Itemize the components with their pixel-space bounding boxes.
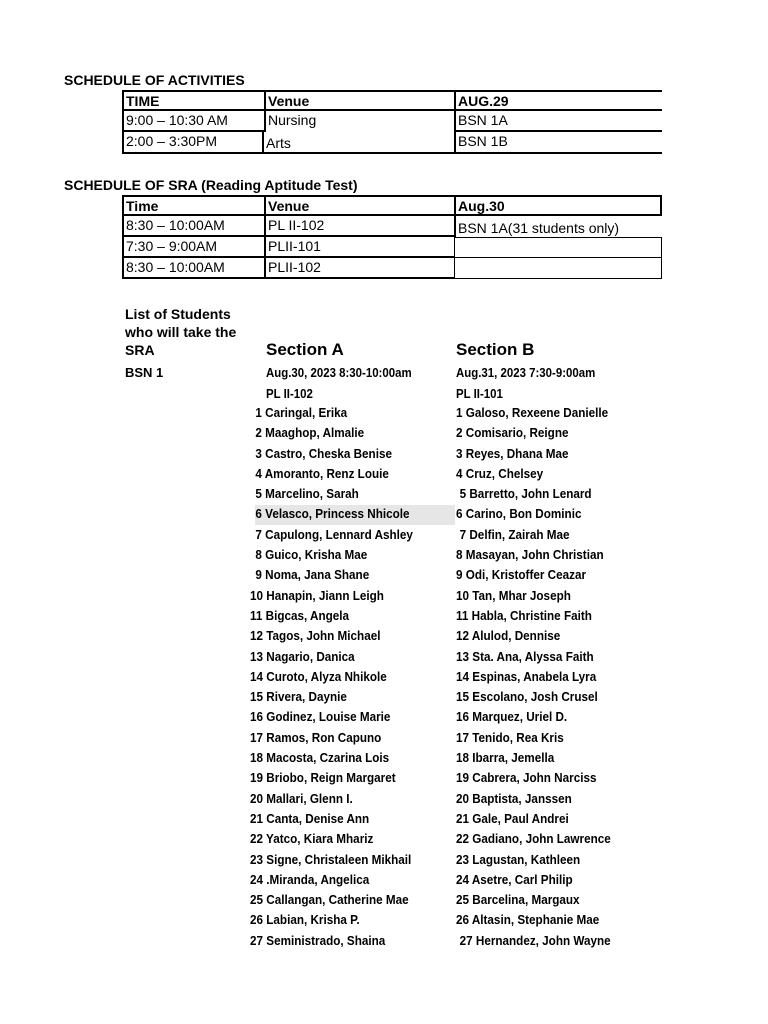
list-item: 8 Masayan, John Christian [456, 547, 604, 563]
table-cell: 8:30 – 10:00AM [122, 258, 264, 279]
list-item: 24 Asetre, Carl Philip [456, 871, 573, 887]
list-item: 12 Alulod, Dennise [456, 628, 561, 644]
sra-table [122, 195, 662, 279]
table-cell: Arts [264, 132, 454, 154]
section-a-room: PL II-102 [266, 386, 313, 401]
list-label: List of Students who will take the SRA [125, 306, 237, 358]
list-item: 8 Guico, Krisha Mae [255, 547, 368, 563]
list-item: 25 Barcelina, Margaux [456, 892, 580, 908]
list-item: 6 Velasco, Princess Nhicole [255, 506, 410, 522]
table-cell [454, 237, 662, 258]
list-item: 17 Ramos, Ron Capuno [250, 729, 382, 745]
list-item: 9 Odi, Kristoffer Ceazar [456, 567, 587, 583]
list-item: 18 Ibarra, Jemella [456, 750, 555, 766]
list-item: 23 Signe, Christaleen Mikhail [250, 851, 412, 867]
section-a-title: Section A [266, 340, 344, 359]
sra-title: SCHEDULE OF SRA (Reading Aptitude Test) [64, 177, 358, 193]
table-cell: PLII-101 [264, 237, 454, 258]
list-item: 1 Caringal, Erika [255, 405, 348, 420]
list-item: 3 Castro, Cheska Benise [255, 445, 392, 461]
list-item: 11 Bigcas, Angela [250, 607, 350, 623]
table-cell: PL II-102 [264, 216, 454, 237]
list-item: 20 Mallari, Glenn I. [250, 790, 353, 806]
list-item: 15 Rivera, Daynie [250, 689, 347, 705]
table-header-cell: Aug.30 [454, 195, 662, 216]
list-item: 14 Curoto, Alyza Nhikole [250, 668, 387, 684]
table-cell: PLII-102 [264, 258, 454, 279]
list-item: 1 Galoso, Rexeene Danielle [456, 405, 609, 420]
table-cell: BSN 1A(31 students only) [454, 216, 662, 237]
list-item: 4 Cruz, Chelsey [456, 465, 544, 481]
table-cell: 7:30 – 9:00AM [122, 237, 264, 258]
list-item: 20 Baptista, Janssen [456, 790, 572, 806]
list-item: 13 Sta. Ana, Alyssa Faith [456, 648, 594, 664]
table-cell: 2:00 – 3:30PM [122, 132, 264, 154]
activities-table [122, 90, 662, 154]
list-item: 13 Nagario, Danica [250, 648, 355, 664]
list-item: 26 Labian, Krisha P. [250, 912, 360, 928]
list-item: 9 Noma, Jana Shane [255, 567, 370, 583]
list-item: 16 Godinez, Louise Marie [250, 709, 391, 725]
list-item: 26 Altasin, Stephanie Mae [456, 912, 600, 928]
list-item: 5 Marcelino, Sarah [255, 486, 359, 502]
list-item: 22 Gadiano, John Lawrence [456, 831, 611, 847]
table-row [122, 132, 662, 154]
list-item: 21 Gale, Paul Andrei [456, 810, 569, 826]
table-header-cell: AUG.29 [454, 90, 662, 111]
table-row [122, 216, 662, 237]
section-a-list [250, 403, 431, 951]
list-item: 21 Canta, Denise Ann [250, 810, 370, 826]
activities-title: SCHEDULE OF ACTIVITIES [64, 72, 245, 88]
list-item: 23 Lagustan, Kathleen [456, 851, 581, 867]
list-item: 10 Tan, Mhar Joseph [456, 587, 571, 603]
list-item: 24 .Miranda, Angelica [250, 871, 370, 887]
table-cell: Nursing [264, 111, 454, 132]
table-row [122, 111, 662, 132]
list-item: 27 Seministrado, Shaina [250, 932, 386, 948]
list-item: 6 Carino, Bon Dominic [456, 506, 582, 522]
table-row [122, 258, 662, 279]
list-item: 4 Amoranto, Renz Louie [255, 465, 389, 481]
table-header-row [122, 195, 662, 216]
table-header-cell: TIME [122, 90, 264, 111]
table-header-row [122, 90, 662, 111]
table-cell [454, 258, 662, 279]
list-item: 16 Marquez, Uriel D. [456, 709, 568, 725]
list-item: 18 Macosta, Czarina Lois [250, 750, 390, 766]
list-item: 19 Cabrera, John Narciss [456, 770, 597, 786]
section-b-schedule: Aug.31, 2023 7:30-9:00am [456, 365, 596, 380]
list-item: 27 Hernandez, John Wayne [459, 932, 611, 948]
list-item: 14 Espinas, Anabela Lyra [456, 668, 597, 684]
table-cell: BSN 1A [454, 111, 662, 132]
list-item: 5 Barretto, John Lenard [459, 486, 592, 502]
list-item: 3 Reyes, Dhana Mae [456, 445, 569, 461]
table-cell: 9:00 – 10:30 AM [122, 111, 264, 132]
list-item: 7 Delfin, Zairah Mae [459, 526, 570, 542]
list-item: 7 Capulong, Lennard Ashley [255, 526, 413, 542]
table-cell: BSN 1B [454, 132, 662, 154]
list-item: 17 Tenido, Rea Kris [456, 729, 564, 745]
list-item: 11 Habla, Christine Faith [456, 607, 592, 623]
list-item: 25 Callangan, Catherine Mae [250, 892, 409, 908]
section-a-schedule: Aug.30, 2023 8:30-10:00am [266, 365, 412, 380]
table-header-cell: Venue [264, 195, 454, 216]
list-item: 19 Briobo, Reign Margaret [250, 770, 396, 786]
section-b-title: Section B [456, 340, 535, 359]
list-item: 10 Hanapin, Jiann Leigh [250, 587, 384, 603]
list-item: 12 Tagos, John Michael [250, 628, 381, 644]
list-item: 15 Escolano, Josh Crusel [456, 689, 598, 705]
table-header-cell: Venue [264, 90, 454, 111]
table-header-cell: Time [122, 195, 264, 216]
list-item: 2 Comisario, Reigne [456, 425, 569, 441]
table-cell: 8:30 – 10:00AM [122, 216, 264, 237]
program-label: BSN 1 [125, 365, 164, 380]
section-b-list [456, 403, 628, 951]
table-row [122, 237, 662, 258]
list-item: 2 Maaghop, Almalie [255, 425, 365, 441]
section-b-room: PL II-101 [456, 386, 503, 401]
list-item: 22 Yatco, Kiara Mhariz [250, 831, 374, 847]
